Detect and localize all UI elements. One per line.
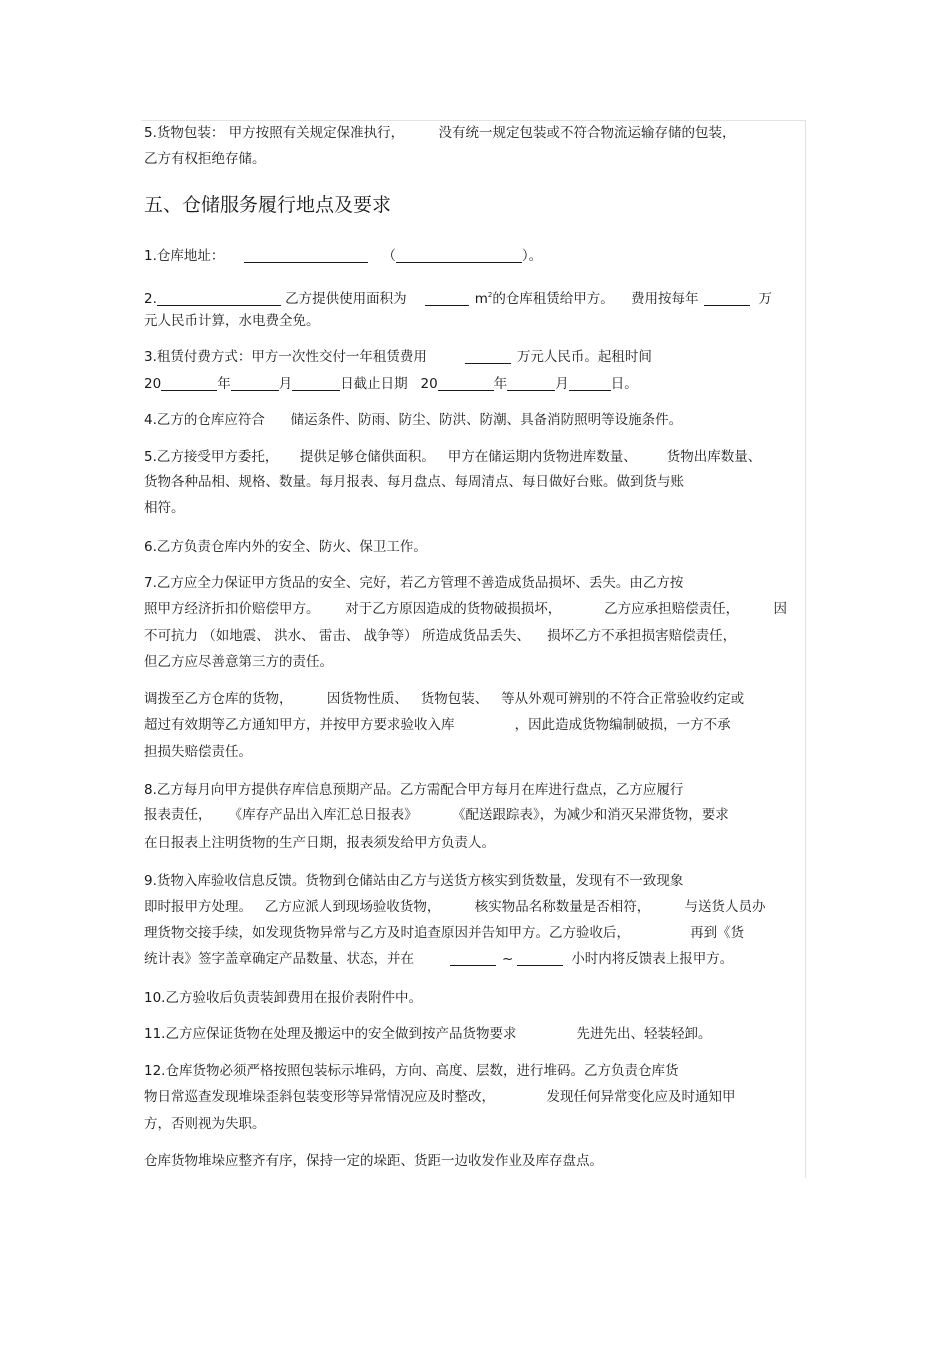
item-3-end-day-label: 日。 (610, 376, 638, 392)
item-1-address (144, 247, 542, 265)
item-2-text-rent: 的仓库租赁给甲方。 费用按每年 (492, 291, 699, 307)
item-2-blank-party (157, 291, 281, 306)
item-3-blank-start-day (292, 376, 340, 391)
item-3-line1 (144, 348, 652, 366)
item-3-line2 (144, 375, 638, 393)
item-3-blank-fee (465, 349, 511, 364)
item-8-line2: 报表责任， 《库存产品出入库汇总日报表》 《配送跟踪表》，为减少和消灭呆滞货物，要求 (144, 807, 729, 823)
item-3-year-prefix: 20 (144, 376, 162, 392)
item-12-line2: 物日常巡查发现堆垛歪斜包装变形等异常情况应及时整改， 发现任何异常变化应及时通知甲 (144, 1089, 736, 1105)
item-3-blank-end-year (438, 376, 494, 391)
transfer-line2: 超过有效期等乙方通知甲方，并按甲方要求验收入库 ，因此造成货物编制破损，一方不承 (144, 717, 731, 733)
item-9-blank-to (517, 951, 563, 966)
item-9-line3: 理货物交接手续，如发现货物异常与乙方及时追查原因并告知甲方。乙方验收后， 再到《货 (144, 925, 745, 941)
address-blank (244, 248, 368, 263)
item-3-text-fee: 3.租赁付费方式：甲方一次性交付一年租赁费用 (144, 349, 427, 365)
item-8-line3: 在日报表上注明货物的生产日期，报表须发给甲方负责人。 (144, 835, 495, 851)
item-8-line1: 8.乙方每月向甲方提供存库信息预期产品。乙方需配合甲方每月在库进行盘点，乙方应履行 (144, 782, 684, 798)
item-2-line1 (144, 286, 772, 308)
item-9-line4 (144, 950, 733, 968)
transfer-line3: 担损失赔偿责任。 (144, 744, 252, 760)
item-10: 10.乙方验收后负责装卸费用在报价表附件中。 (144, 990, 422, 1006)
item-2-blank-fee (704, 291, 750, 306)
item-2-text-area: 乙方提供使用面积为 (280, 291, 407, 307)
item-11: 11.乙方应保证货物在处理及搬运中的安全做到按产品货物要求 先进先出、轻装轻卸。 (144, 1026, 712, 1042)
item-3-month-label: 月 (278, 376, 293, 392)
item-2-number: 2. (144, 291, 157, 307)
page-border (141, 120, 806, 1178)
address-paren-blank (396, 248, 522, 263)
stacking-line: 仓库货物堆垛应整齐有序，保持一定的垛距、货距一边收发作业及库存盘点。 (144, 1153, 603, 1169)
item-9-tilde: ~ (502, 951, 514, 967)
item-7-line3: 不可抗力 （如地震、 洪水、 雷击、 战争等） 所造成货品丢失、 损坏乙方不承担损害赔偿责任， (144, 628, 737, 644)
item-5-line3: 相符。 (144, 500, 185, 516)
item-12-line3: 方，否则视为失职。 (144, 1116, 266, 1132)
item-1-label: 1.仓库地址： (144, 248, 225, 264)
item-3-end-month-label: 月 (555, 376, 569, 392)
item-9-line1: 9.货物入库验收信息反馈。货物到仓储站由乙方与送货方核实到货数量，发现有不一致现象 (144, 873, 684, 889)
item-1-paren-close: ）。 (521, 248, 543, 264)
item-2-unit: m (474, 291, 488, 307)
item-7-line2: 照甲方经济折扣价赔偿甲方。 对于乙方原因造成的货物破损损坏， 乙方应承担赔偿责任， 因 (144, 601, 787, 617)
para-5-packaging-line1: 5.货物包装： 甲方按照有关规定保准执行， 没有统一规定包装或不符合物流运输存储的包装， (144, 125, 736, 141)
item-2-text-wan: 万 (758, 291, 772, 307)
item-2-unit-sup: 2 (487, 291, 493, 299)
item-1-paren-open: （ (382, 248, 396, 264)
section-heading: 五、仓储服务履行地点及要求 (144, 194, 392, 216)
item-2-blank-area (425, 291, 469, 306)
item-3-blank-start-year (161, 376, 217, 391)
item-3-year-label: 年 (217, 376, 231, 392)
item-5-line1: 5.乙方接受甲方委托， 提供足够仓储供面积。 甲方在储运期内货物进库数量、 货物出库数量、 (144, 449, 762, 465)
item-2-line2: 元人民币计算，水电费全免。 (144, 313, 320, 329)
item-9-line2: 即时报甲方处理。 乙方应派人到现场验收货物， 核实物品名称数量是否相符， 与送货人员办 (144, 899, 766, 915)
item-9-blank-from (450, 951, 496, 966)
para-5-packaging-line2: 乙方有权拒绝存储。 (144, 151, 266, 167)
transfer-line1: 调拨至乙方仓库的货物， 因货物性质、 货物包装、 等从外观可辨别的不符合正常验收约定或 (144, 691, 745, 707)
item-3-blank-end-month (507, 376, 555, 391)
item-12-line1: 12.仓库货物必须严格按照包装标示堆码，方向、高度、层数，进行堆码。乙方负责仓库货 (144, 1063, 679, 1079)
item-3-end-year-label: 年 (493, 376, 508, 392)
item-7-line4: 但乙方应尽善意第三方的责任。 (144, 654, 333, 670)
item-7-line1: 7.乙方应全力保证甲方货品的安全、完好，若乙方管理不善造成货品损坏、丢失。由乙方按 (144, 575, 684, 591)
item-9-text-sign: 统计表》签字盖章确定产品数量、状态，并在 (144, 951, 414, 967)
item-6: 6.乙方负责仓库内外的安全、防火、保卫工作。 (144, 539, 427, 555)
item-3-blank-start-month (231, 376, 279, 391)
item-4: 4.乙方的仓库应符合 储运条件、防雨、防尘、防洪、防潮、具备消防照明等设施条件。 (144, 412, 683, 428)
item-3-text-start: 万元人民币。起租时间 (516, 349, 652, 365)
item-5-line2: 货物各种品相、规格、数量。每月报表、每月盘点、每周清点、每日做好台账。做到货与账 (144, 474, 684, 490)
item-3-blank-end-day (569, 376, 611, 391)
item-9-text-hours: 小时内将反馈表上报甲方。 (571, 951, 734, 967)
item-3-end-label: 日截止日期 20 (340, 376, 438, 392)
